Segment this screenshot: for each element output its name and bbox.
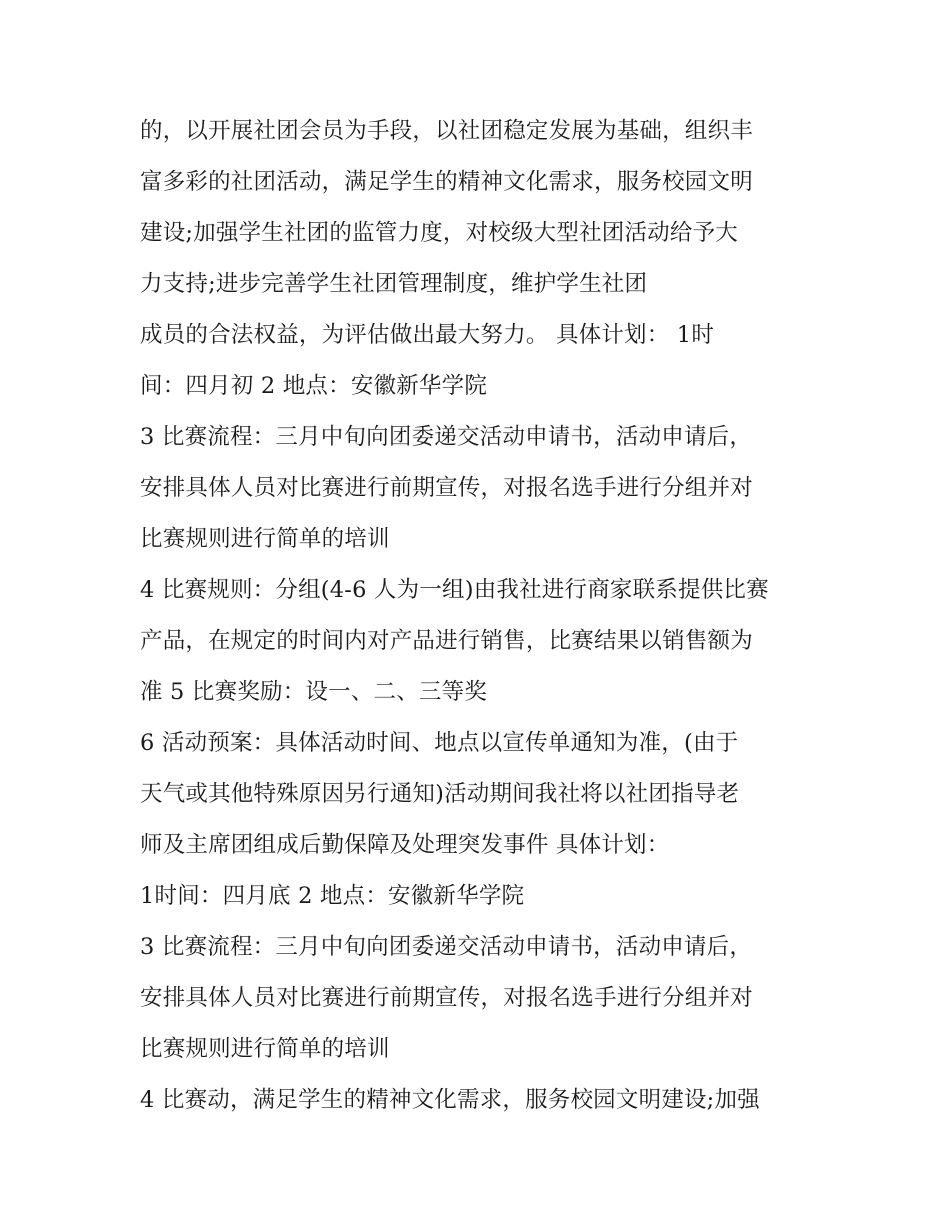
text-line: 间：四月初 2 地点：安徽新华学院 xyxy=(140,373,488,399)
text-line: 3 比赛流程：三月中旬向团委递交活动申请书，活动申请后， xyxy=(140,934,753,960)
text-line: 力支持;进步完善学生社团管理制度，维护学生社团 xyxy=(140,271,648,297)
text-line: 4 比赛规则：分组(4-6 人为一组)由我社进行商家联系提供比赛 xyxy=(140,577,769,603)
text-line: 比赛规则进行简单的培训 xyxy=(140,1036,390,1062)
text-line: 1时间：四月底 2 地点：安徽新华学院 xyxy=(140,883,525,909)
text-line: 建设;加强学生社团的监管力度，对校级大型社团活动给予大 xyxy=(140,220,738,246)
text-line: 比赛规则进行简单的培训 xyxy=(140,526,390,552)
text-line: 安排具体人员对比赛进行前期宣传，对报名选手进行分组并对 xyxy=(140,475,753,501)
text-line: 安排具体人员对比赛进行前期宣传，对报名选手进行分组并对 xyxy=(140,985,753,1011)
text-line: 准 5 比赛奖励：设一、二、三等奖 xyxy=(140,679,488,705)
text-line: 6 活动预案：具体活动时间、地点以宣传单通知为准，(由于 xyxy=(140,730,739,756)
text-line: 产品，在规定的时间内对产品进行销售，比赛结果以销售额为 xyxy=(140,628,753,654)
text-line: 3 比赛流程：三月中旬向团委递交活动申请书，活动申请后， xyxy=(140,424,753,450)
text-line: 的，以开展社团会员为手段，以社团稳定发展为基础，组织丰 xyxy=(140,118,753,144)
text-line: 4 比赛动，满足学生的精神文化需求，服务校园文明建设;加强 xyxy=(140,1087,760,1113)
body-text xyxy=(140,106,830,1126)
text-line: 富多彩的社团活动，满足学生的精神文化需求，服务校园文明 xyxy=(140,169,753,195)
text-line: 师及主席团组成后勤保障及处理突发事件 具体计划： xyxy=(140,832,670,858)
text-line: 天气或其他特殊原因另行通知)活动期间我社将以社团指导老 xyxy=(140,781,740,807)
text-line: 成员的合法权益，为评估做出最大努力。 具体计划： 1时 xyxy=(140,322,715,348)
